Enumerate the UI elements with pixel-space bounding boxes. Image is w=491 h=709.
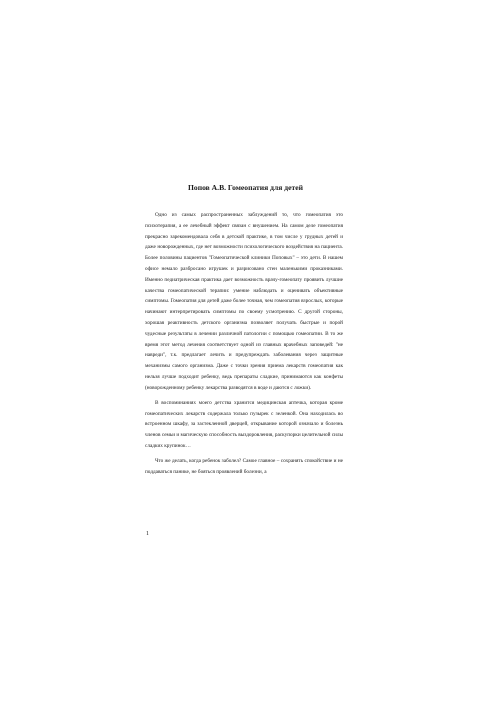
- paragraph: Что же делать, когда ребенок заболел? Самое главное – сохранять спокойствие и не поддаваться панике, не бояться проявлений болезни, а: [145, 457, 343, 475]
- paragraph: В воспоминаниях моего детства хранится медицинская аптечка, которая кроме гомеопатических лекарств содержала только пузырек с зеленкой. Она находилась во встроенном шкафу, за застекленной дверцей, открывание которой означало и болезнь членов семьи и магическую способность выздоровления, раскупорки целительной силы сладких крупинок…: [145, 399, 343, 449]
- paragraph: Одно из самых распространенных заблуждений то, что гомеопатия это психотерапия, а ее лечебный эффект связан с внушением. На самом деле гомеопатия прекрасно зарекомендовала себя в детской практике, в том числе у грудных детей и даже новорожденных, где нет возможности психологического воздействия на пациента. Более половины пациентов "Гомеопатической клиники Поповых" – это дети. В нашем офисе немало разбросано игрушек и разрисовано стен маленькими проказниками. Именно педиатрическая практика дает возможность врачу-гомеопату проявить лучшие качества гомеопатической терапии: умение наблюдать и оценивать объективные симптомы. Гомеопатия для детей даже более точная, чем гомеопатия взрослых, которые начинают интерпретировать симптомы по своему усмотрению. С другой стороны, хорошая реактивность детского организма позволяет получать быстрые и порой чудесные результаты в лечении различной патологии с помощью гомеопатии. В то же время этот метод лечения соответствует одной из главных врачебных заповедей: "не навреди", т.к. предлагает лечить и предупреждать заболевания через защитные механизмы самого организма. Даже с точки зрения приема лекарств гомеопатия как нельзя лучше подходит ребенку, ведь препараты сладкие, принимаются как конфеты (новорожденному ребенку лекарства разводятся в воде и даются с ложки).: [145, 212, 343, 391]
- page-number: 1: [146, 531, 149, 537]
- document-body: [145, 210, 343, 482]
- document-title: Попов А.В. Гомеопатия для детей: [188, 183, 303, 192]
